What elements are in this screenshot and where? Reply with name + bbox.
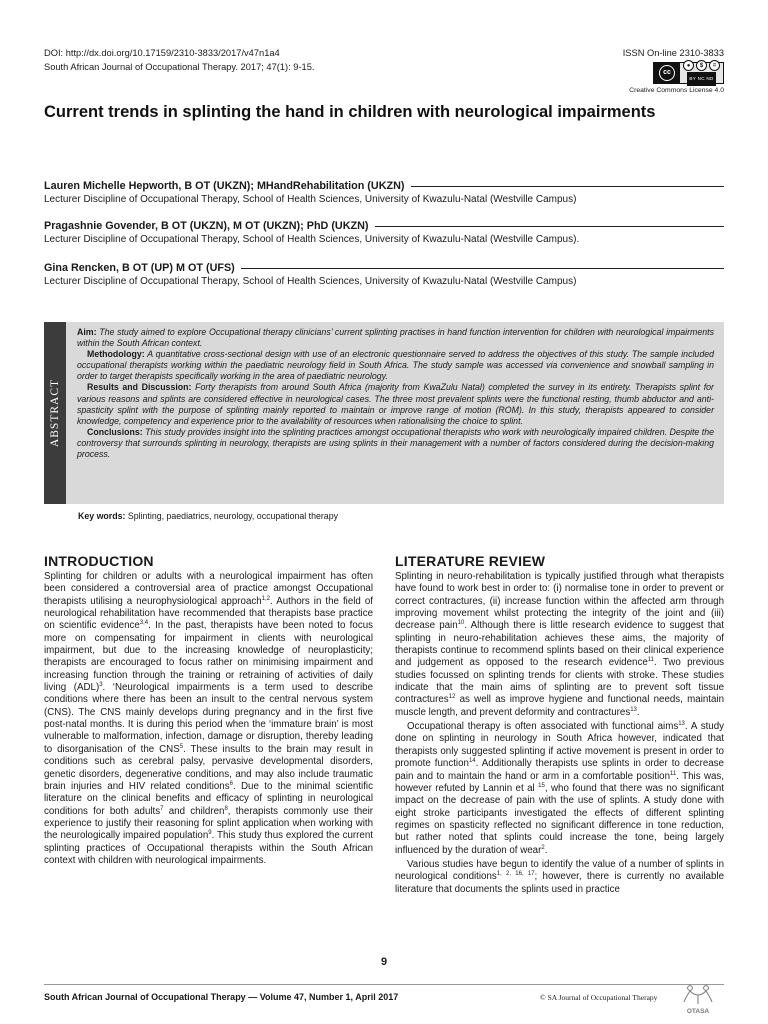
author-block [44, 179, 724, 207]
header-right [623, 46, 724, 98]
author-block [44, 261, 724, 289]
author-rule [241, 268, 724, 269]
literature-paragraph: Occupational therapy is often associated with functional aims$^{13}$. A study done on splinting in neurology in South Africa however, indicated that therapists only suggested splinting if active movement is present in order to promote function$^{14}$. Additionally therapists use splints in order to decrease pain and to maintain the hand or arm in a comfortable position$^{11}$. This was, however refuted by Lannin et al $^{15}$, who found that there was no significant impact on the decrease of pain with the use of splints. A study done with eight stroke participants investigated the effects of different splinting regimes on spasticity reflected no significant difference in tone reduction, but rather noted that splints could increase the tone, being largely influenced by the duration of wear$^2$. [395, 720, 725, 856]
abstract-box [44, 322, 724, 504]
abstract-conclusions: Conclusions: This study provides insight into the splinting practices amongst occupational therapists who work with neurologically impaired children. Despite the controversy that surrounds splinting in neurology, therapists are using splints in their management with a number of factors considered during the decision-making process. [77, 426, 714, 460]
cc-codes: BY NC ND [687, 72, 715, 86]
page-number: 9 [380, 956, 388, 968]
citation: South African Journal of Occupational Therapy. 2017; 47(1): 9-15. [44, 62, 315, 72]
introduction-paragraph: Splinting for children or adults with a neurological impairment has often been considered a controversial area of practice amongst Occupational therapists utilising a neurophysiological approach$^{1,2}$. Authors in the field of neurological rehabilitation have recommended that therapists base practice on scientific evidence$^{3,4}$. In the past, therapists have been noted to focus more on compensating for impairment in clients with neurological impairment, but due to the increasing knowledge of neuroplasticity; therapists are encouraged to focus rather on minimising impairment and increasing function through the training or retraining of activities of daily living (ADL)$^3$. ‘Neurological impairments is a term used to describe conditions where there has been an insult to the central nervous system (CNS). The CNS mainly develops during pregnancy and in the first five post-natal months. It is during this period when the ‘immature brain’ is most vulnerable to malformation, infection, damage or disruption, thereby leading to disorganisation of the CNS$^5$. These insults to the brain may result in conditions such as cerebral palsy, pervasive developmental disorders, genetic disorders, degenerative conditions, and may also include traumatic brain injuries and HIV related conditions$^6$. Due to the minimal scientific literature on the clinical benefits and efficacy of splinting in neurological conditions for both adults$^7$ and children$^8$, therapists commonly use their experience to justify their reasoning for splint application when working with the neurologically impaired population$^9$. This study thus explored the current splinting practices of Occupational therapists within the South African context with children with neurological impairments. [44, 571, 373, 866]
author-name: Pragashnie Govender, B OT (UKZN), M OT (UKZN); PhD (UKZN) [44, 220, 369, 232]
abstract-label: ABSTRACT [49, 378, 61, 448]
literature-paragraph: Splinting in neuro-rehabilitation is typically justified through what therapists have found to work best in order to: (i) normalise tone in order to prevent or correct contractures, (ii) increase function within the affected arm through improving movement whilst protecting the integrity of the joint and (iii) decrease pain$^{10}$. Although there is little research evidence to suggest that splinting in neuro-rehabilitation achieves these aims, the majority of therapists continue to recommend splints based on their clinical experience and judgement as opposed to the research evidence$^{11}$. Two previous studies focussed on splinting trends for clients with stroke. These studies indicate that the main aims of splinting are to prevent soft tissue contractures$^{12}$ as well as improve hygiene and functional needs, maintain muscle length, and prevent deformity and contractures$^{13}$. [395, 571, 724, 718]
author-name: Lauren Michelle Hepworth, B OT (UKZN); MHandRehabilitation (UKZN) [44, 180, 405, 192]
creative-commons-badge[interactable] [653, 62, 724, 84]
right-column [395, 552, 724, 896]
author-rule [375, 226, 724, 227]
author-name: Gina Rencken, B OT (UP) M OT (UFS) [44, 262, 235, 274]
literature-paragraph: Various studies have begun to identify the value of a number of splints in neurological conditions$^{1, 2, 16, 17}$; however, there is currently no available literature that documents the splints used in practice [395, 858, 724, 895]
author-rule [411, 186, 725, 187]
article-title: Current trends in splinting the hand in children with neurological impairments [44, 103, 656, 121]
keywords: Key words: Splinting, paediatrics, neurology, occupational therapy [78, 511, 338, 521]
doi-link[interactable]: DOI: http://dx.doi.org/10.17159/2310-3833/2017/v47n1a4 [44, 48, 280, 58]
author-affiliation: Lecturer Discipline of Occupational Therapy, School of Health Sciences, University of Kwazulu-Natal (Westville Campus) [44, 276, 577, 287]
noderivatives-icon: = [709, 60, 720, 71]
noncommercial-icon: $ [696, 60, 707, 71]
svg-text:OTASA: OTASA [686, 1008, 710, 1015]
otasa-logo-icon [676, 982, 720, 1016]
author-affiliation: Lecturer Discipline of Occupational Therapy, School of Health Sciences, University of Kwazulu-Natal (Westville Campus). [44, 234, 580, 245]
footer-divider [44, 984, 724, 985]
left-column [44, 552, 373, 867]
by-person-icon: ● [683, 60, 694, 71]
header-left [44, 46, 314, 74]
cc-logo-icon: cc [654, 63, 680, 83]
abstract-aim: Aim: The study aimed to explore Occupational therapy clinicians’ current splinting practises in hand function intervention for children with neurological impairments within the South African context. [77, 327, 714, 349]
introduction-heading: INTRODUCTION [44, 553, 154, 569]
license-text: Creative Commons License 4.0 [629, 87, 724, 94]
footer-copyright: © SA Journal of Occupational Therapy [540, 993, 658, 1002]
author-affiliation: Lecturer Discipline of Occupational Therapy, School of Health Sciences, University of Kwazulu-Natal (Westville Campus) [44, 194, 577, 205]
footer-journal: South African Journal of Occupational Therapy — Volume 47, Number 1, April 2017 [44, 992, 399, 1002]
issn: ISSN On-line 2310-3833 [622, 48, 724, 58]
abstract-results: Results and Discussion: Forty therapists from around South Africa (majority from KwaZulu Natal) completed the survey in its entirety. Therapists splint for various reasons and splints are considered effective in neurological cases. The three most prevalent splints were the functional resting, thumb abductor and anti-spasticity splint with the purpose of splinting mainly reported to maintain or improve range of motion (ROM). In this study, therapists appeared to consider knowledge, competency and experience prior to the availability of resources when rationalising the choice to splint. [77, 382, 714, 426]
abstract-methodology: Methodology: A quantitative cross-sectional design with use of an electronic questionnaire served to address the objectives of this study. The sample included occupational therapists working within the paediatric neurology field in South Africa. The study sample was accessed via convenience and snowball sampling in order to target therapists specifically working in the area of paediatric neurology. [77, 349, 714, 382]
abstract-sidebar [44, 322, 66, 504]
abstract-text [77, 327, 714, 460]
literature-review-heading: LITERATURE REVIEW [395, 553, 546, 569]
author-block [44, 219, 724, 247]
